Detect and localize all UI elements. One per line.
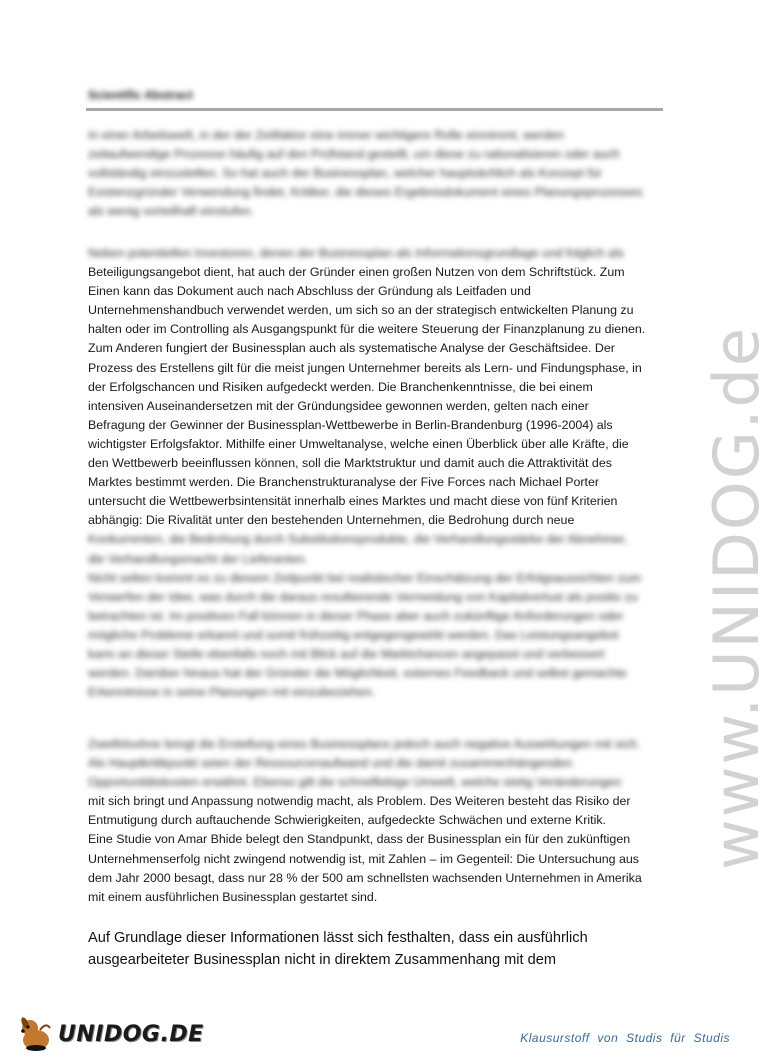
text-line: zeitaufwendige Prozesse häufig auf den Prüfstand gestellt, um diese zu rationalisieren oder auch [88, 147, 620, 162]
text-line: als wenig vorteilhaft einstufen. [88, 204, 254, 219]
text-line: Entmutigung durch auftauchende Schwierigkeiten, aufgedeckte Schwächen und externe Kritik. [88, 813, 606, 828]
heading-divider [86, 108, 663, 111]
text-line: Auf Grundlage dieser Informationen lässt sich festhalten, dass ein ausführlich [88, 930, 588, 946]
text-line: betrachten ist. Im positiven Fall können in dieser Phase aber auch zukünftige Anforderungen oder [88, 608, 624, 623]
text-line: den Wettbewerb beeinflussen können, soll die Marktstruktur und damit auch die Attraktivität des [88, 456, 612, 471]
text-line: untersucht die Wettbewerbsintensität innerhalb eines Marktes und macht diese von fünf Kriterien [88, 494, 618, 509]
text-line: ausgearbeiteter Businessplan nicht in direktem Zusammenhang mit dem [88, 952, 557, 968]
closing-paragraph [88, 927, 648, 971]
logo-text: UNIDOG.DE [58, 1022, 204, 1047]
text-line: Marktes bestimmt werden. Die Branchenstrukturanalyse der Five Forces nach Michael Porter [88, 475, 599, 490]
text-line: dem Jahr 2000 besagt, dass nur 28 % der 500 am schnellsten wachsenden Unternehmen in Amerika [88, 870, 642, 885]
text-line: Zum Anderen fungiert der Businessplan auch als systematische Analyse der Geschäftsidee. Der [88, 341, 615, 356]
text-line: Existenzgründer Verwendung findet, Kritiker, die dieses Ergebnisdokument eines Planungsprozesses [88, 185, 643, 200]
text-line: Opportunitätskosten erwähnt. Ebenso gilt die schnelllebige Umwelt, welche stetig Veränderungen [88, 775, 622, 790]
text-line: der Erfolgschancen und Risiken aufgedeckt werden. Die Branchenkenntnisse, die bei einem [88, 379, 593, 394]
text-line: intensiven Auseinandersetzen mit der Gründungsidee gewonnen werden, gelten nach einer [88, 398, 589, 413]
text-line: Beteiligungsangebot dient, hat auch der Gründer einen großen Nutzen von dem Schriftstück. Zum [88, 265, 625, 280]
text-line: Unternehmenshandbuch verwendet werden, um sich so an der strategisch entwickelten Planung zu [88, 303, 634, 318]
text-line: Einen kann das Dokument auch nach Abschluss der Gründung als Leitfaden und [88, 284, 531, 299]
watermark: www.UNIDOG.de [700, 326, 773, 870]
text-line: vollständig einzustellen. So hat auch der Businessplan, welcher hauptsächlich als Konzept für [88, 166, 602, 181]
text-line: Zweifelsohne bringt die Erstellung eines Businessplans jedoch auch negative Auswirkungen mit sich. [88, 737, 641, 751]
text-line: Nicht selten kommt es zu diesem Zeitpunkt bei realistischer Einschätzung der Erfolgsaussichten zum [88, 570, 642, 585]
footer-tagline: Klausurstoff von Studis für Studis [520, 1031, 730, 1045]
text-line: wichtigster Erfolgsfaktor. Mithilfe einer Umweltanalyse, welche einen Überblick über alle Kräfte, die [88, 436, 629, 451]
text-line: werden. Darüber hinaus hat der Gründer die Möglichkeit, externes Feedback und selbst gemachte [88, 666, 627, 681]
text-line: Eine Studie von Amar Bhide belegt den Standpunkt, dass der Businessplan ein für den zukünftigen [88, 832, 631, 847]
unidog-logo[interactable] [16, 1014, 204, 1054]
dog-icon [16, 1014, 56, 1054]
text-line: abhängig: Die Rivalität unter den bestehenden Unternehmen, die Bedrohung durch neue [88, 513, 575, 528]
text-line: die Verhandlungsmacht der Lieferanten. [88, 551, 308, 566]
paragraph-1 [88, 126, 666, 221]
text-line: mit sich bringt und Anpassung notwendig macht, als Problem. Des Weiteren besteht das Risiko der [88, 794, 631, 809]
text-line: Erkenntnisse in seine Planungen mit einzubeziehen. [88, 685, 376, 700]
text-line: mit einem ausführlichen Businessplan gestartet sind. [88, 889, 378, 904]
text-line: mögliche Probleme erkannt und somit frühzeitig entgegengewirkt werden. Das Leistungsangebot [88, 627, 619, 642]
text-line: Verwerfen der Idee, was durch die daraus resultierende Vermeidung von Kapitalverlust als positiv zu [88, 589, 638, 604]
text-line: Als Hauptkritikpunkt seien der Ressourcenaufwand und die damit zusammenhängenden [88, 756, 573, 771]
text-line: In einer Arbeitswelt, in der der Zeitfaktor eine immer wichtigere Rolle einnimmt, werden [88, 128, 564, 142]
text-line: Befragung der Gewinner der Businessplan-Wettbewerbe in Berlin-Brandenburg (1996-2004) als [88, 417, 613, 432]
text-line: halten oder im Controlling als Ausgangspunkt für die weitere Steuerung der Finanzplanung zu dienen. [88, 322, 646, 337]
text-line: kann an dieser Stelle ebenfalls noch mit Blick auf die Marktchancen angepasst und verbessert [88, 646, 605, 661]
text-line: Prozess des Erstellens gilt für die meist jungen Unternehmer bereits als Lern- und Findungsphase, in [88, 360, 642, 375]
abstract-heading: Scientific Abstract [88, 88, 193, 102]
text-line: Neben potentiellen Investoren, denen der Businessplan als Informationsgrundlage und folglich als [88, 246, 624, 260]
text-line: Konkurrenten, die Bedrohung durch Substitutionsprodukte, die Verhandlungsstärke der Abnehmer, [88, 532, 628, 547]
paragraph-2 [88, 244, 666, 702]
paragraph-3 [88, 735, 666, 907]
text-line: Unternehmenserfolg nicht zwingend notwendig ist, mit Zahlen – im Gegenteil: Die Untersuchung aus [88, 851, 639, 866]
